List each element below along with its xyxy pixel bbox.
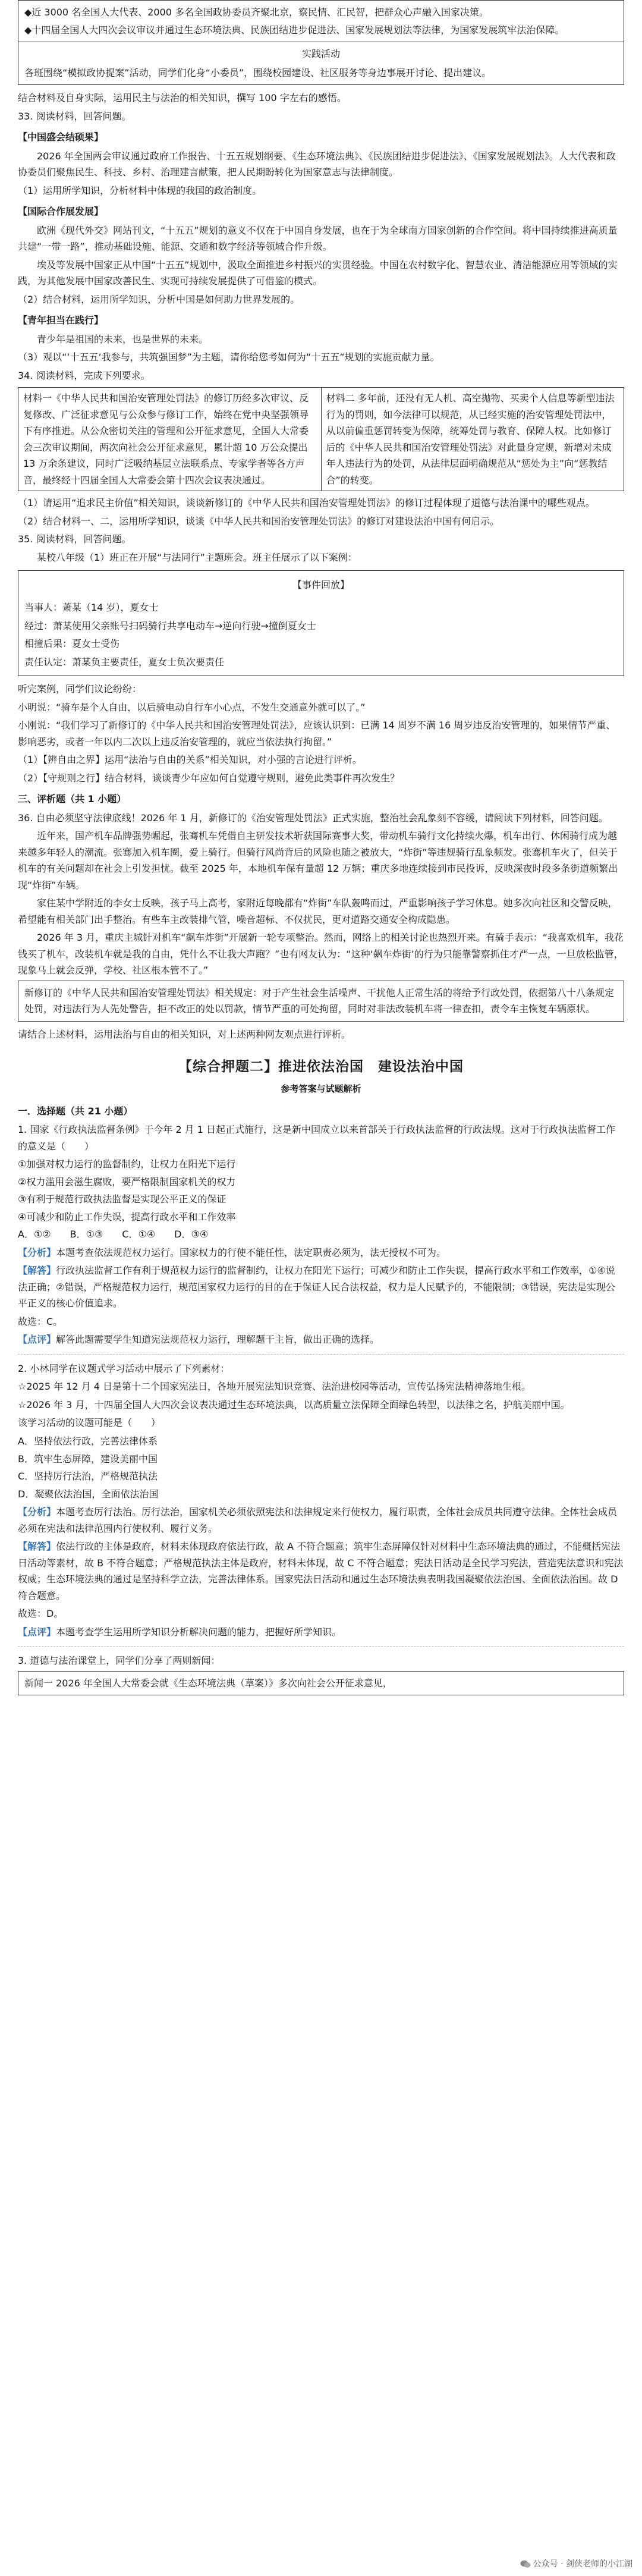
material-paragraph: 听完案例，同学们议论纷纷： (18, 683, 142, 695)
material-heading: 【中国盛会结硕果】 (18, 131, 104, 143)
analysis-block (18, 1245, 624, 1261)
divider (18, 1354, 624, 1355)
case-line: 经过：萧某使用父亲账号扫码骑行共享电动车→逆向行驶→撞倒夏女士 (24, 620, 316, 632)
section-subtitle: 参考答案与试题解析 (281, 1083, 361, 1094)
statement-option: ②权力滥用会滋生腐败，要严格限制国家机关的权力 (18, 1176, 236, 1188)
news-box (18, 1671, 624, 1696)
material-paragraph: 近年来，国产机车品牌强势崛起，张骞机车凭借自主研发技术斩获国际赛事大奖，带动机车骑行文化持续火爆，机车出行、休闲骑行成为越来越多年轻人的潮流。张骞加入机车圈，爱上骑行。但骑行风尚背后的风险也随之被放大，“炸街”等违规骑行乱象频发。张骞机车火了，但关于机车的有关问题却在社会上引发担忧。截至 2025 年，本地机车保有量超 12 万辆；重庆多地连续接到市民投诉，反映深夜时段多条街道频繁出现“炸街”车辆。 (18, 830, 618, 891)
material-paragraph: 家住某中学附近的李女士反映，孩子马上高考，家附近每晚都有“炸街”车队轰鸣而过，严重影响孩子学习休息。她多次向社区和交警反映，希望能有相关部门出手整治。有些车主改装排气管，噪音超标、不仅扰民，更对道路交通安全构成隐患。 (18, 897, 618, 925)
practice-title: 实践活动 (301, 48, 340, 60)
question-stem: 2. 小林同学在议题式学习活动中展示了下列素材： (18, 1362, 230, 1374)
case-title: 【事件回放】 (292, 579, 350, 591)
comment-text: 解答此题需要学生知道宪法规范权力运行，理解题干主旨，做出正确的选择。 (56, 1334, 380, 1346)
solution-text: 依法行政的主体是政府，材料未体现政府依法行政，故 A 不符合题意；筑牢生态屏障仅针对材料中生态环境法典的通过，不能概括宪法日活动等素材，故 B 不符合题意；严格规范执法主体是政府，材料未体现，故 C 不符合题意；宪法日活动是全民学习宪法，营造宪法意识和宪法权威；生态环境法典的通过是坚持科学立法，完善法律体系。国家宪法日活动和通过生态环境法典表明我国凝聚依法治国、全面依法治国。故 D 符合题意。 (18, 1541, 624, 1601)
part-heading: 一．选择题（共 21 小题） (18, 1105, 133, 1117)
solution-text: 行政执法监督工作有利于规范权力运行的监督制约，让权力在阳光下运行；可减少和防止工作失误，提高行政水平和工作效率，①④说法正确；②错误，严格规范权力运行，规范国家权力运行的目的在于保证人民合法权益，权力是人民赋予的，不能限制；③错误，宪法是实现公平正义的核心价值追求。 (18, 1265, 615, 1309)
material-table (18, 387, 624, 491)
analysis-text: 本题考查厉行法治。厉行法治，国家机关必须依照宪法和法律规定来行使权力，履行职责，全体社会成员共同遵守法律。全体社会成员必须在宪法和法律范围内行使权利、履行义务。 (18, 1506, 618, 1534)
solution-block (18, 1262, 624, 1312)
section-heading: 三、评析题（共 1 小题） (18, 793, 127, 805)
comment-text: 本题考查学生运用所学知识分析解决问题的能力，把握好所学知识。 (56, 1626, 342, 1638)
case-line: 当事人：萧某（14 岁），夏女士 (24, 601, 159, 613)
case-box (18, 570, 624, 676)
statement-option: ④可减少和防止工作失误，提高行政水平和工作效率 (18, 1211, 236, 1223)
material-heading: 【青年担当在践行】 (18, 315, 104, 326)
watermark-text: 公众号 · 剑侠老师的小江湖 (533, 2559, 632, 2569)
bullet-item: ◆近 3000 名全国人大代表、2000 多名全国政协委员齐聚北京，察民情、汇民智，把群众心声融入国家决策。 (24, 7, 489, 18)
material-paragraph: 埃及等发展中国家正从中国“十五五”规划中，汲取全面推进乡村振兴的实贯经验。中国在农村数字化、智慧农业、清洁能源应用等领域的实践，为其他发展中国家改善民生、实现可持续发展提供了可借鉴的模式。 (18, 259, 618, 287)
sub-question: （2）【守规则之行】结合材料，谈谈青少年应如何自觉遵守规则，避免此类事件再次发生？ (18, 772, 400, 784)
comment-block (18, 1624, 624, 1641)
question-stem: 33. 阅读材料，回答问题。 (18, 110, 131, 122)
material-item: ☆2025 年 12 月 4 日是第十二个国家宪法日，各地开展宪法知识竞赛、法治进校园等活动，宣传弘扬宪法精神落地生根。 (18, 1381, 531, 1393)
material-paragraph: 青少年是祖国的未来，也是世界的未来。 (37, 333, 209, 345)
material-heading: 【国际合作展发展】 (18, 206, 104, 218)
solution-tag: 【解答】 (18, 1265, 56, 1277)
question-prompt: 结合材料及自身实际，运用民主与法治的相关知识，撰写 100 字左右的感悟。 (18, 92, 347, 104)
sub-question: （2）结合材料一、二，运用所学知识，谈谈《中华人民共和国治安管理处罚法》的修订对建设法治中国有何启示。 (18, 515, 500, 527)
sub-question: （3）观以“‘十五五’我参与，共筑强国梦”为主题，请你给您考如何为“十五五”规划的实施贡献力量。 (18, 351, 440, 363)
question-stem: 34. 阅读材料，完成下列要求。 (18, 369, 150, 381)
analysis-tag: 【分析】 (18, 1506, 56, 1518)
analysis-block (18, 1504, 624, 1537)
news-text: 新闻一 2026 年全国人大常委会就《生态环境法典（草案）》多次向社会公开征求意见， (24, 1677, 392, 1689)
material-box (18, 0, 624, 85)
option-b: B．筑牢生态屏障，建设美丽中国 (18, 1453, 158, 1465)
answer-line: 故选：D。 (18, 1608, 64, 1620)
analysis-text: 本题考查依法规范权力运行。国家权力的行使不能任性，法定职责必须为，法无授权不可为。 (56, 1246, 446, 1258)
option-c: C．坚持厉行法治，严格规范执法 (18, 1471, 158, 1482)
material-paragraph: 小明说：“骑车是个人自由，以后骑电动自行车小心点，不发生交通意外就可以了。” (18, 701, 366, 713)
sub-question: （1）请运用“追求民主价值”相关知识，谈谈新修订的《中华人民共和国治安管理处罚法》的修订过程体现了道德与法治课中的哪些观点。 (18, 497, 595, 509)
practice-body: 各班围绕“模拟政协提案”活动，同学们化身“小委员”，围绕校园建设、社区服务等身边事展开讨论、提出建议。 (24, 67, 492, 78)
question-ask: 该学习活动的议题可能是（ ） (18, 1417, 161, 1429)
question-stem: 35. 阅读材料，回答问题。 (18, 533, 131, 545)
option-d: D．凝聚依法治国，全面依法治国 (18, 1488, 159, 1500)
section-title: 【综合押题二】推进依法治国 建设法治中国 (178, 1059, 464, 1075)
comment-tag: 【点评】 (18, 1626, 56, 1638)
material-item: ☆2026 年 3 月，十四届全国人大四次会议表决通过生态环境法典，以高质量立法保障全面绿色转型，以法律之名，护航美丽中国。 (18, 1399, 570, 1410)
statement-option: ①加强对权力运行的监督制约，让权力在阳光下运行 (18, 1158, 236, 1170)
material-paragraph: 某校八年级（1）班正在开展“与法同行”主题班会。班主任展示了以下案例： (37, 551, 357, 563)
analysis-tag: 【分析】 (18, 1246, 56, 1258)
case-line: 责任认定：萧某负主要责任，夏女士负次要责任 (24, 656, 225, 668)
divider (18, 1646, 624, 1647)
comment-block (18, 1331, 624, 1348)
material-paragraph: 2026 年 3 月，重庆主城针对机车“飙车炸街”开展新一轮专项整治。然而，网络上的相关讨论也热烈开来。有骑手表示：“我喜欢机车，我花钱买了机车，改装机车就是我的自由，凭什么不让我大声跑？”也有网友认为：“这种‘飙车炸街’的行为只能靠警察抓住才严一点，一旦放松监管，现象马上就会反弹，学校、社区根本管不了。” (18, 932, 624, 976)
solution-block (18, 1538, 624, 1604)
question-stem: 1. 国家《行政执法监督条例》于今年 2 月 1 日起正式施行，这是新中国成立以来首部关于行政执法监督的行政法规。这对于行政执法监督工作的意义是（ ） (18, 1124, 616, 1152)
material-one: 材料一《中华人民共和国治安管理处罚法》的修订历经多次审议、反复修改、广泛征求意见与公众参与修订工作，始终在党中央坚强领导下有序推进。从公众密切关注的管理和公开征求意见，全国人大常委会三次审议期间，两次向社会公开征求意见，累计超 10 万公众提出 13 万余条建议，同时广泛吸纳基层立法联系点、专家学者等各方声音，最终经十四届全国人大常委会第十四次会议表决通过。 (23, 392, 309, 486)
statement-option: ③有利于规范行政执法监督是实现公平正义的保证 (18, 1193, 226, 1205)
question-stem: 36. 自由必须坚守法律底线！2026 年 1 月，新修订的《治安管理处罚法》正式实施，整治社会乱象刻不容缓，请阅读下列材料，回答问题。 (18, 812, 608, 824)
answer-line: 故选：C。 (18, 1315, 63, 1327)
question-stem: 3. 道德与法治课堂上，同学们分享了两则新闻： (18, 1655, 221, 1667)
sub-question: （2）结合材料，运用所学知识，分析中国是如何助力世界发展的。 (18, 293, 300, 305)
solution-tag: 【解答】 (18, 1541, 56, 1553)
material-paragraph: 小刚说：“我们学习了新修订的《中华人民共和国治安管理处罚法》，应该认识到：已满 14 周岁不满 16 周岁违反治安管理的，如果情节严重、影响恶劣，或者一年以内二次以上违反治安管理的，就应当依法执行拘留。” (18, 720, 616, 747)
bullet-item: ◆十四届全国人大四次会议审议并通过生态环境法典、民族团结进步促进法、国家发展规划法等法律，为国家发展筑牢法治保障。 (24, 24, 565, 36)
sub-question: （1）运用所学知识，分析材料中体现的我国的政治制度。 (18, 184, 262, 196)
answer-choices: A．①② B．①③ C．①④ D．③④ (18, 1229, 209, 1240)
law-box (18, 981, 624, 1022)
material-paragraph: 欧洲《现代外交》网站刊文，“十五五”规划的意义不仅在于中国自身发展，也在于为全球南方国家创新的合作空间。将中国持续推进高质量共建“一带一路”，推动基础设施、能源、交通和数字经济等领域合作升级。 (18, 224, 618, 253)
wechat-icon (520, 2560, 531, 2568)
option-a: A．坚持依法行政，完善法律体系 (18, 1435, 158, 1447)
material-two: 材料二 多年前，还没有无人机、高空抛物、买卖个人信息等新型违法行为的罚则，如今法律可以规范，从已经实施的治安管理处罚法中，从以前偏重惩罚转变为保障，统筹处罚与教育、保障人权。比如修订后的《中华人民共和国治安管理处罚法》对此量身定规，新增对未成年人违法行为的处罚，从法律层面明确规范从“惩处为主”向“惩教结合”的转变。 (321, 388, 624, 491)
watermark (517, 2556, 636, 2572)
comment-tag: 【点评】 (18, 1334, 56, 1346)
sub-question: （1）【辨自由之界】运用“法治与自由的关系”相关知识，对小强的言论进行评析。 (18, 754, 362, 766)
material-paragraph: 2026 年全国两会审议通过政府工作报告、十五五规划纲要、《生态环境法典》、《民族团结进步促进法》、《国家发展规划法》。人大代表和政协委员们聚焦民生、科技、乡村、治理建言献策，把人民期盼转化为国家意志与法律制度。 (18, 150, 616, 178)
question-prompt: 请结合上述材料，运用法治与自由的相关知识，对上述两种网友观点进行评析。 (18, 1028, 351, 1040)
case-line: 相撞后果：夏女士受伤 (24, 638, 120, 650)
law-text: 新修订的《中华人民共和国治安管理处罚法》相关规定：对于产生社会生活噪声、干扰他人正常生活的将给予行政处罚，依据第八十八条规定处罚，对违法行为人先处警告，拒不改正的处以罚款，情节严重的可处拘留，同时对非法改装机车将一律查扣，责令车主恢复车辆原状。 (24, 987, 615, 1015)
